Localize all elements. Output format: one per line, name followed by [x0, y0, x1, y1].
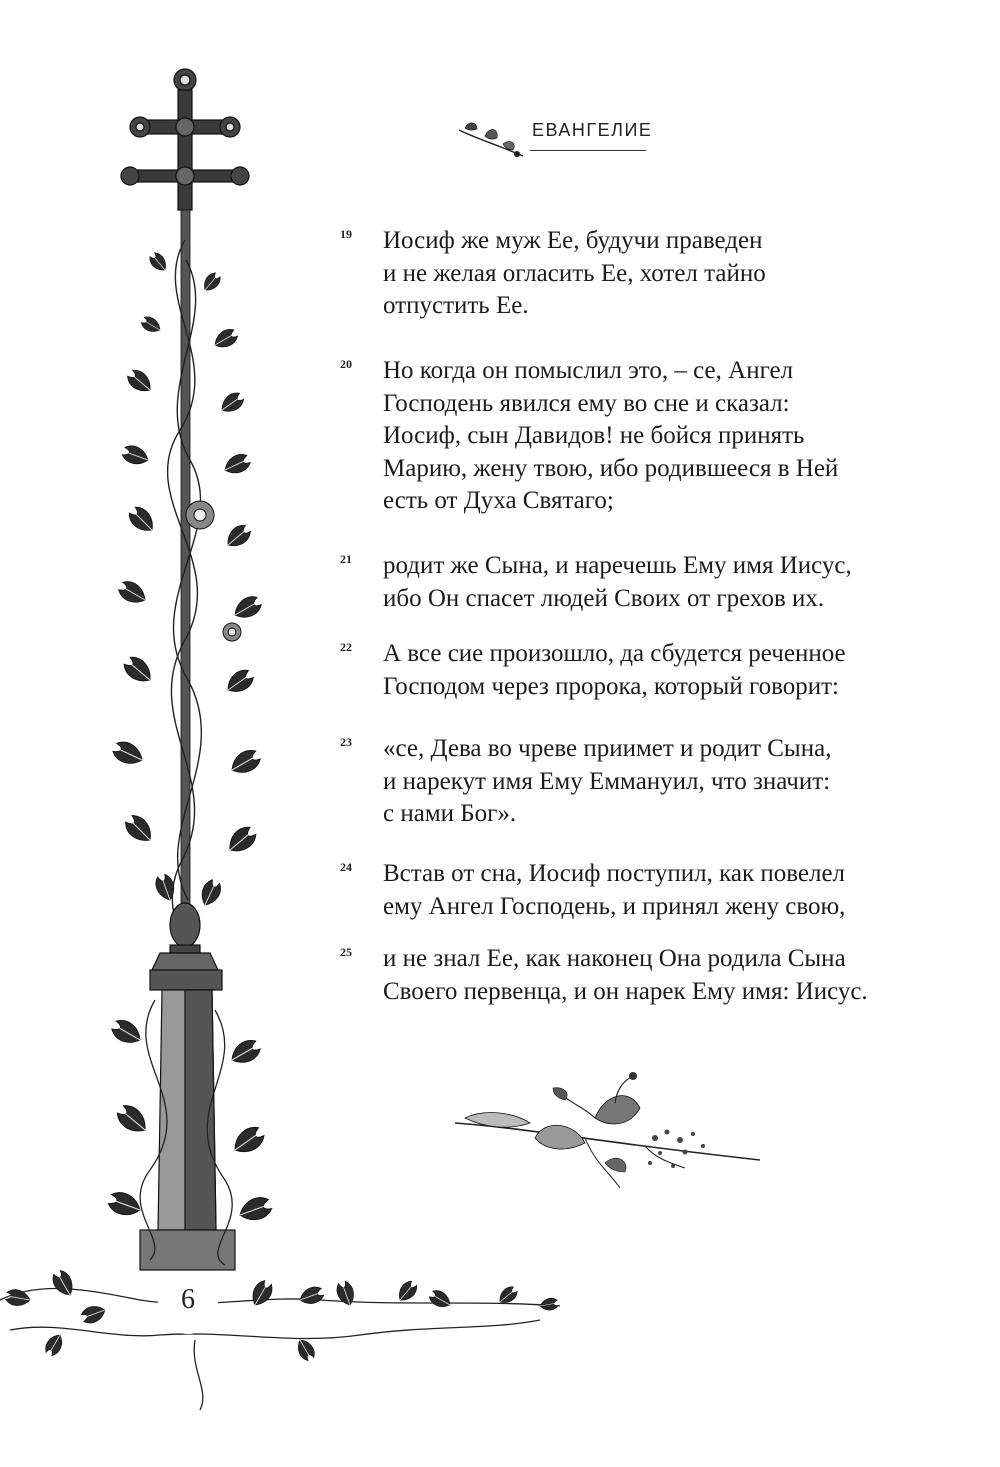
verse-text: «се, Дева во чреве приимет и родит Сына, и нарекут имя Ему Еммануил, что значит: с нами Бог». [383, 735, 832, 827]
lily-branch-ornament [445, 1068, 765, 1198]
verse-text: А все сие произошло, да сбудется реченное Господом через пророка, который говорит: [383, 640, 846, 700]
verse-number: 20 [340, 357, 352, 371]
floral-sprig-icon [455, 116, 530, 158]
verse-text: и не знал Ее, как наконец Она родила Сына Своего первенца, и он нарек Ему имя: Иисус. [383, 945, 868, 1005]
header-rule [530, 150, 646, 151]
verse-text: Но когда он помыслил это, – се, Ангел Господень явился ему во сне и сказал: Иосиф, сын Давидов! не бойся принять Марию, жену твою, ибо родившееся в Ней есть от Духа Святаго; [383, 357, 839, 514]
running-header [455, 112, 653, 162]
verse-number: 23 [340, 735, 352, 749]
verse-text: родит же Сына, и наречешь Ему имя Иисус, ибо Он спасет людей Своих от грехов их. [383, 552, 852, 612]
cross-icon [121, 69, 249, 210]
header-title: ЕВАНГЕЛИЕ [532, 120, 653, 140]
verse-number: 25 [340, 945, 352, 959]
verse-text: Встав от сна, Иосиф поступил, как повелел ему Ангел Господень, и принял жену свою, [383, 860, 846, 920]
verse-number: 19 [340, 227, 352, 241]
verse-number: 24 [340, 860, 352, 874]
page-number-badge [158, 1272, 218, 1334]
page-number: 6 [181, 1284, 195, 1315]
verse-number: 21 [340, 552, 352, 566]
verse-text: Иосиф же муж Ее, будучи праведен и не желая огласить Ее, хотел тайно отпустить Ее. [383, 227, 766, 319]
verse-number: 22 [340, 640, 352, 654]
